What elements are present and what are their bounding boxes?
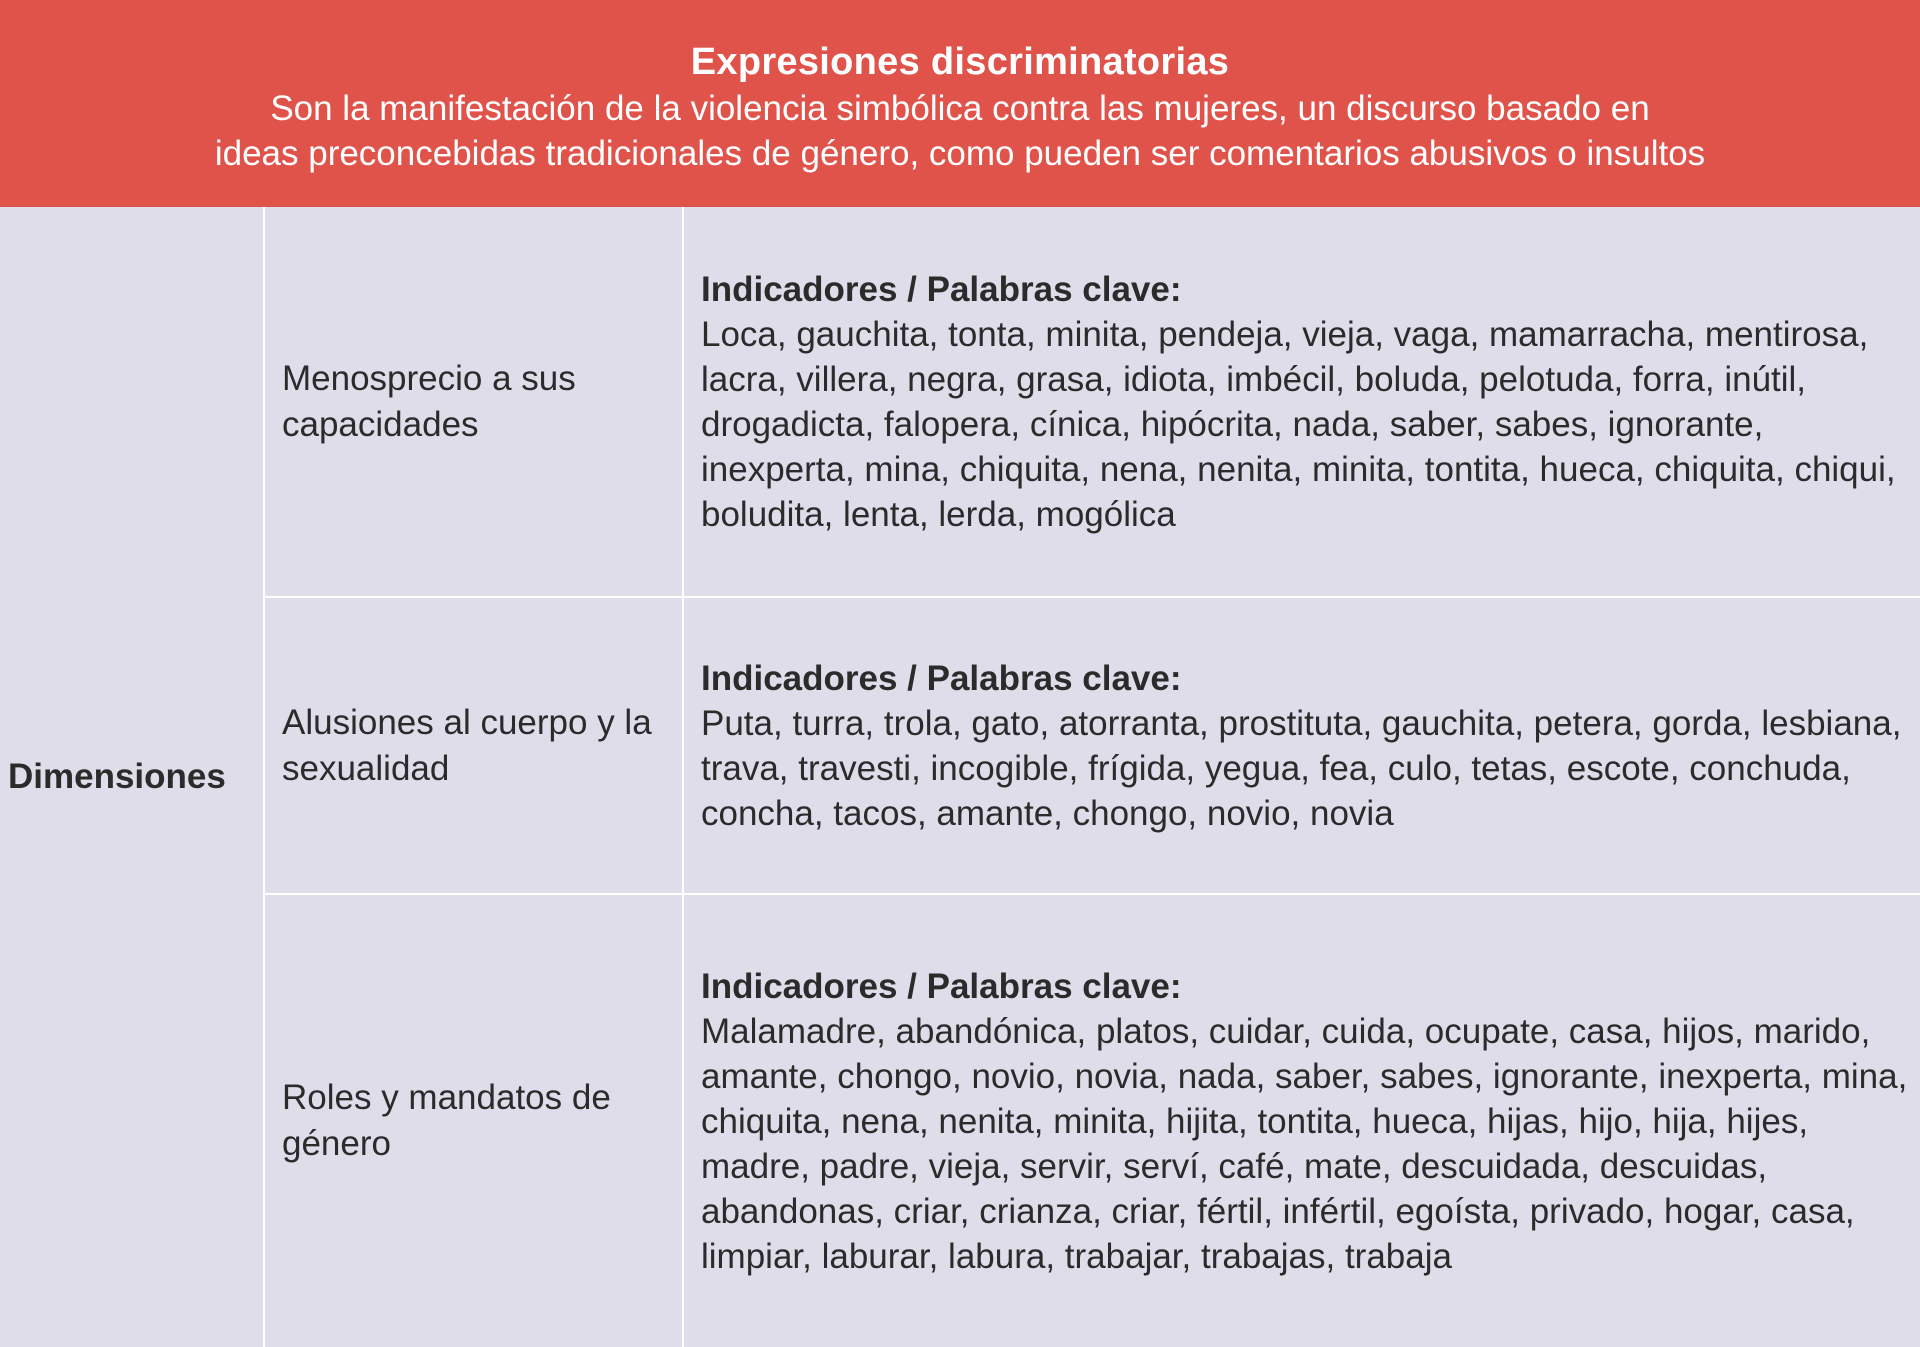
dimension-name-text: Alusiones al cuerpo y la sexualidad [282,702,652,788]
keywords-heading: Indicadores / Palabras clave: [701,269,1182,309]
keywords-text: Puta, turra, trola, gato, atorranta, prostituta, gauchita, petera, gorda, lesbiana, trava, travesti, incogible, frígida, yegua, fea, culo, tetas, escote, conchuda, concha, tacos, amante, chongo, novio, novia [701,703,1902,833]
keywords-cell [684,207,1920,596]
keywords-text: Malamadre, abandónica, platos, cuidar, cuida, ocupate, casa, hijos, marido, amante, chongo, novio, novia, nada, saber, sabes, ignorante, inexperta, mina, chiquita, nena, nenita, minita, hijita, tontita, hueca, hijas, hijo, hija, hijes, madre, padre, vieja, servir, serví, café, mate, descuidada, descuidas, abandonas, criar, crianza, criar, fértil, infértil, egoísta, privado, hogar, casa, limpiar, laburar, labura, trabajar, trabajas, trabaja [701,1011,1908,1276]
keywords-heading: Indicadores / Palabras clave: [701,658,1182,698]
dimension-name-text: Roles y mandatos de género [282,1078,611,1163]
keywords-cell [684,598,1920,893]
table-row [265,895,1920,1347]
dimensions-label [0,207,263,1347]
dimension-name [265,207,682,596]
table-body [0,207,1920,1347]
keywords-cell [684,895,1920,1347]
dimensions-label-text: Dimensiones [8,757,226,796]
dimension-name-text: Menosprecio a sus capacidades [282,358,576,444]
table-subtitle: Son la manifestación de la violencia simbólica contra las mujeres, un discurso basado en ideas preconcebidas tradicionales de género, como pueden ser comentarios abusivos o insultos [214,89,1706,173]
table-row [265,207,1920,596]
keywords-text: Loca, gauchita, tonta, minita, pendeja, vieja, vaga, mamarracha, mentirosa, lacra, villera, negra, grasa, idiota, imbécil, boluda, pelotuda, forra, inútil, drogadicta, falopera, cínica, hipócrita, nada, saber, sabes, ignorante, inexperta, mina, chiquita, nena, nenita, minita, tontita, hueca, chiquita, chiqui, boludita, lenta, lerda, mogólica [701,314,1896,534]
table-title: Expresiones discriminatorias [690,41,1230,83]
keywords-heading: Indicadores / Palabras clave: [701,966,1182,1006]
table-row [265,598,1920,893]
dimension-name [265,895,682,1347]
table-header [0,0,1920,207]
dimension-name [265,598,682,893]
